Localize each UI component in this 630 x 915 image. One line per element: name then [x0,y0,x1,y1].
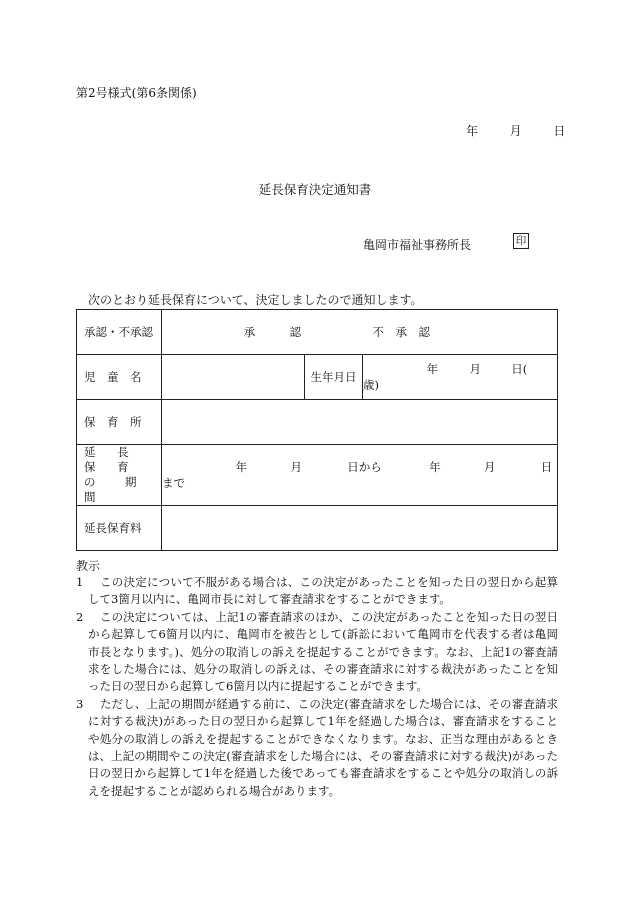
period-label [77,445,166,506]
approve-option: 承 認 [243,325,302,339]
from-month: 月 [290,460,302,474]
to-month: 月 [483,460,496,474]
child-name-value [162,355,305,400]
from-day: 日から [347,460,382,474]
instruction-text: ただし、上記の期間が経過する前に、この決定(審査請求をした場合には、その審査請求に対する裁決)があった日の翌日から起算して1年を経過した場合は、審査請求をすることや処分の取消しの訴えを提起することができなくなります。なお、正当な理由があるときは、上記の期間やこの決定(審査請求をした場合には、その審査請求に対する裁決)があった日の翌日から起算して1年を経過した後であっても審査請求をすることや処分の取消しの訴えを提起することが認められる場合があります。 [88,696,558,798]
instruction-number: 1 [76,575,84,589]
date-month: 月 [509,124,522,138]
fee-label: 延長保育料 [77,506,162,551]
form-number: 第2号様式(第6条関係) [76,86,197,100]
instruction-heading: 教示 [76,559,101,573]
issue-date [466,122,565,139]
seal-mark: 印 [513,233,529,249]
approval-options [162,310,558,355]
instruction-text: この決定について不服がある場合は、この決定があったことを知った日の翌日から起算して3箇月以内に、亀岡市長に対して審査請求をすることができます。 [88,575,558,607]
to-day: 日まで [162,460,553,490]
approval-label: 承認・不承認 [77,310,162,355]
birthdate-value [363,355,558,400]
period-value [162,445,558,506]
instruction-item-1 [76,574,558,609]
instruction-text: この決定については、上記1の審査請求のほか、この決定があったことを知った日の翌日から起算して6箇月以内に、亀岡市を被告として(訴訟において亀岡市を代表する者は亀岡市長となります。)、処分の取消しの訴えを提起することができます。なお、上記1の審査請求をした場合には、処分の取消しの訴えは、その審査請求に対する裁決があったことを知った日の翌日から起算して6箇月以内に提起することができます。 [88,609,558,694]
intro-text: 次のとおり延長保育について、決定しましたので通知します。 [88,293,423,307]
date-day: 日 [553,124,566,138]
table-row [77,400,558,445]
instruction-number: 2 [76,609,84,624]
document-title: 延長保育決定通知書 [258,182,372,197]
disapprove-option: 不 承 認 [372,325,430,339]
child-name-label: 児 童 名 [77,355,162,400]
instruction-number: 3 [76,696,84,711]
issuer-name: 亀岡市福祉事務所長 [363,238,472,252]
birth-age: 歳) [363,378,379,392]
table-row [77,355,558,400]
table-row [77,310,558,355]
instruction-item-2 [76,609,558,696]
from-year: 年 [235,460,248,474]
nursery-label: 保 育 所 [77,400,162,445]
period-label-line1: 延 長 保 育 [84,445,138,474]
nursery-value [162,400,558,445]
period-label-line2: の 期 間 [84,475,166,504]
fee-value [162,506,558,551]
table-row [77,445,558,506]
birth-day: 日( [511,362,528,376]
to-year: 年 [429,460,441,474]
birth-month: 月 [469,362,481,376]
decision-table [76,309,558,551]
table-row [77,506,558,551]
birthdate-label: 生年月日 [305,355,363,400]
birth-year: 年 [426,362,439,376]
instruction-item-3 [76,696,558,800]
instruction-list [76,574,558,800]
date-year: 年 [466,124,479,138]
